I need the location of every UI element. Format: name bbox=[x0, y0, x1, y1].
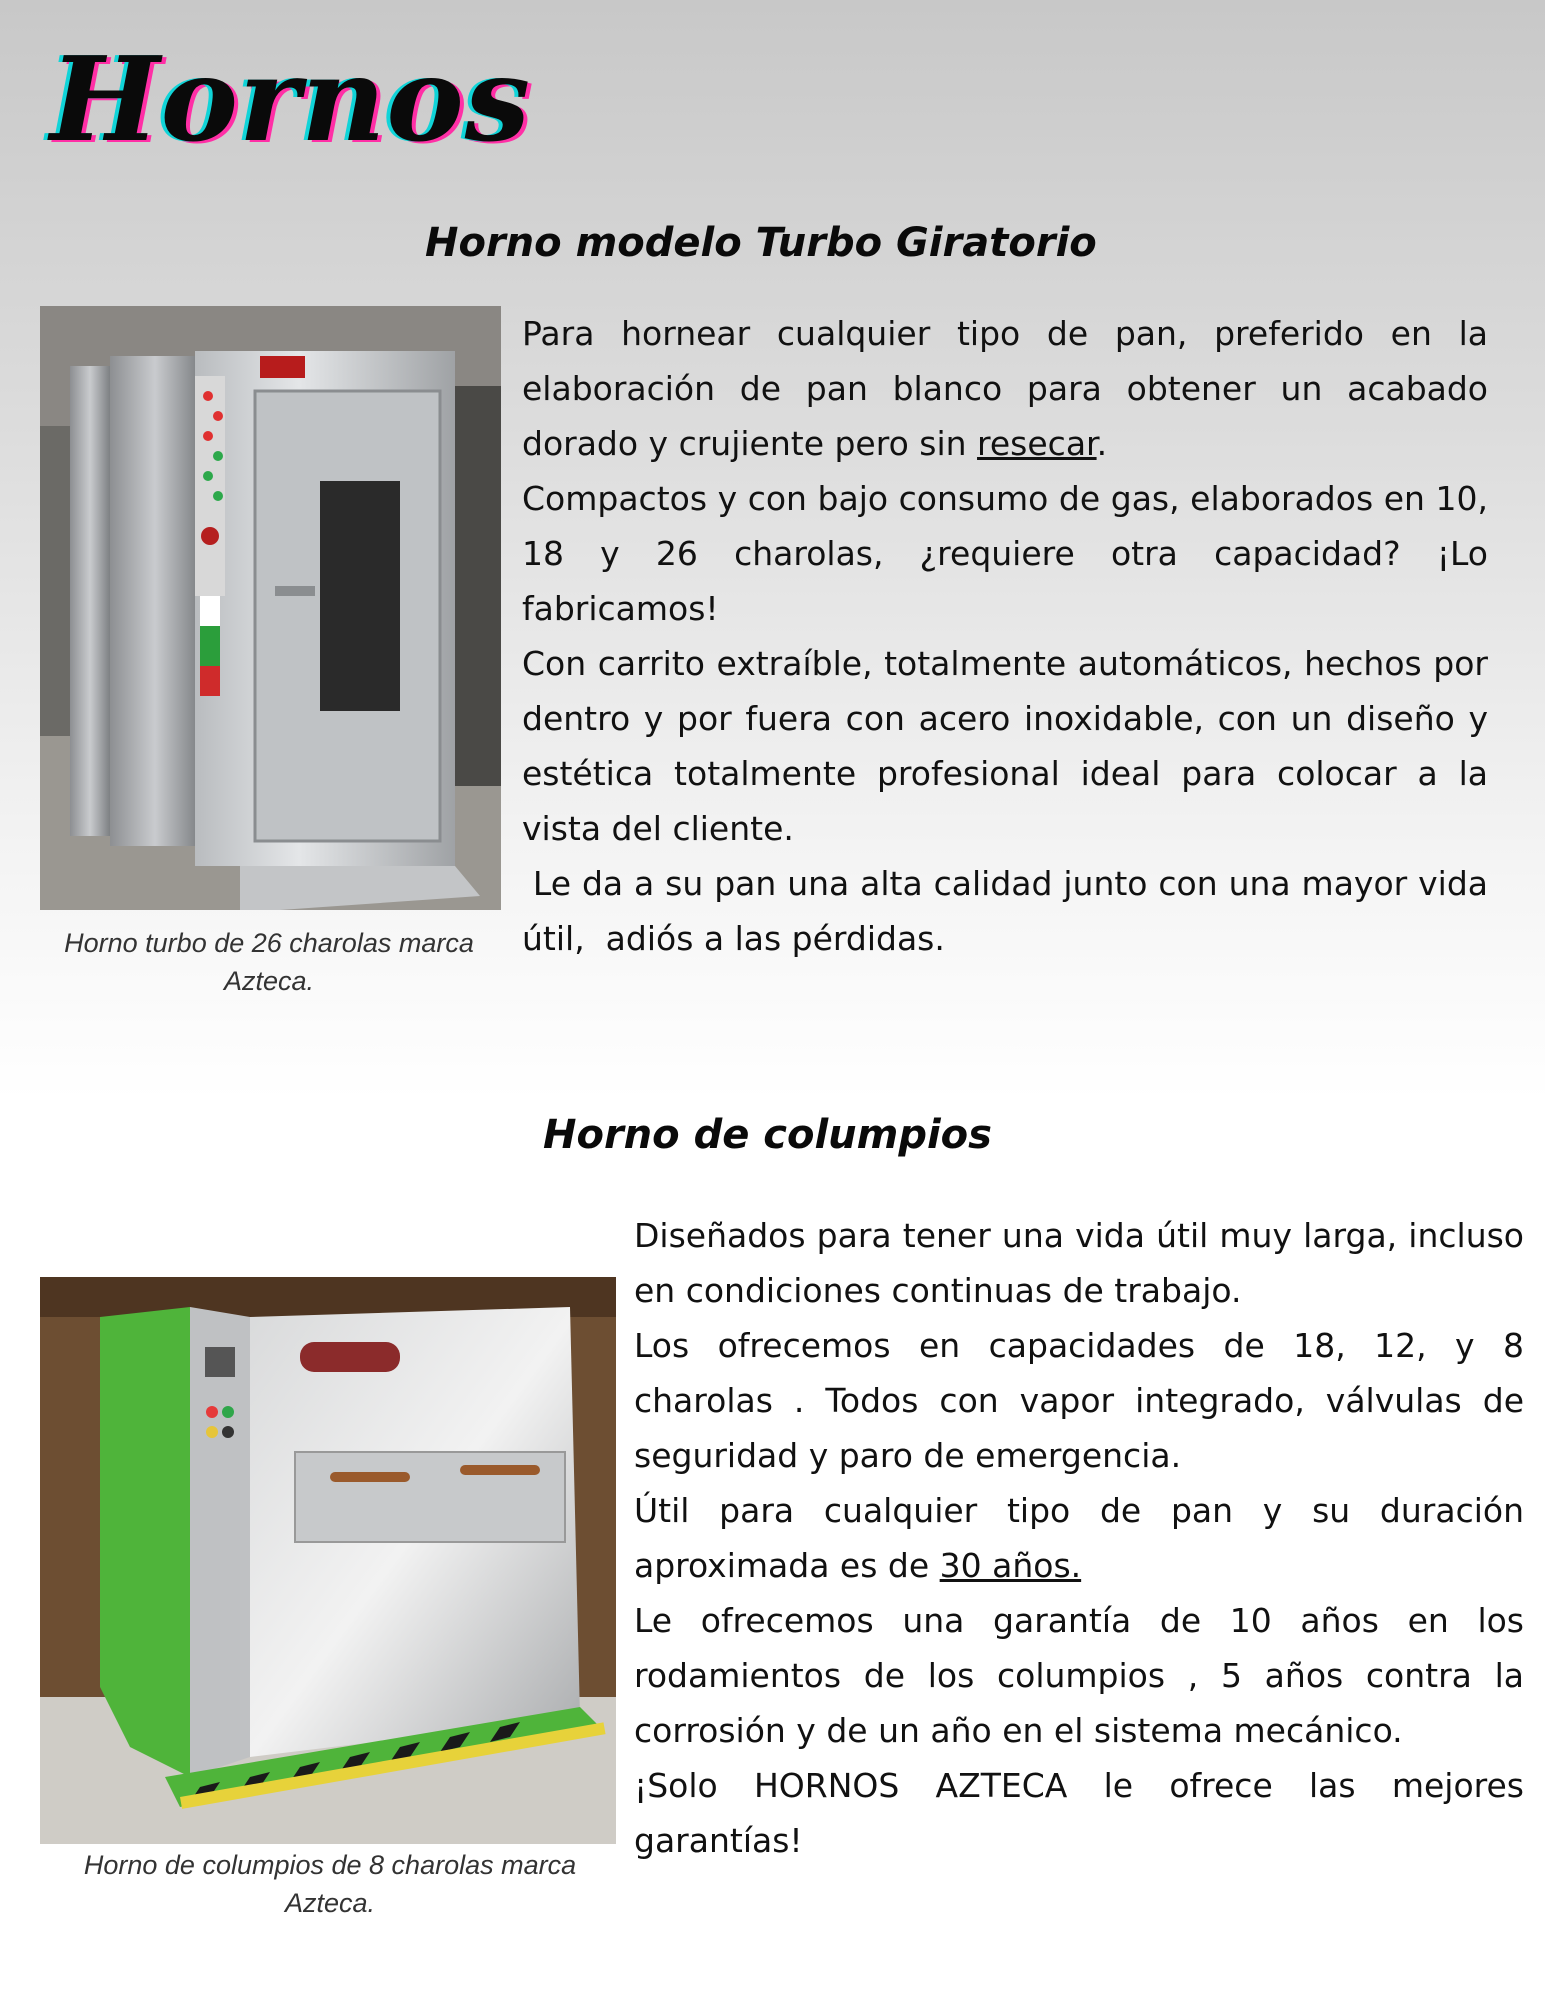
columpios-oven-photo bbox=[40, 1277, 616, 1844]
turbo-paragraph-3: Con carrito extraíble, totalmente automáticos, hechos por dentro y por fuera con acero inoxidable, con un diseño y estética totalmente profesional ideal para colocar a la vista del cliente. bbox=[522, 644, 1488, 848]
turbo-paragraph-1: Para hornear cualquier tipo de pan, preferido en la elaboración de pan blanco para obtener un acabado dorado y crujiente pero sin resecar. bbox=[522, 314, 1488, 463]
turbo-photo-caption: Horno turbo de 26 charolas marca Azteca. bbox=[64, 928, 474, 996]
columpios-paragraph-4: Le ofrecemos una garantía de 10 años en los rodamientos de los columpios , 5 años contra la corrosión y de un año en el sistema mecánico. bbox=[634, 1601, 1524, 1750]
underlined-duration: 30 años. bbox=[939, 1546, 1082, 1585]
turbo-oven-photo bbox=[40, 306, 501, 910]
columpios-paragraph-5: ¡Solo HORNOS AZTECA le ofrece las mejores garantías! bbox=[634, 1766, 1524, 1860]
turbo-description bbox=[522, 306, 1499, 966]
turbo-paragraph-2: Compactos y con bajo consumo de gas, elaborados en 10, 18 y 26 charolas, ¿requiere otra capacidad? ¡Lo fabricamos! bbox=[522, 479, 1488, 628]
underlined-word: resecar bbox=[977, 424, 1097, 463]
columpios-paragraph-2: Los ofrecemos en capacidades de 18, 12, y 8 charolas . Todos con vapor integrado, válvulas de seguridad y paro de emergencia. bbox=[634, 1326, 1524, 1475]
section-heading-columpios: Horno de columpios bbox=[543, 1112, 992, 1158]
columpios-paragraph-1: Diseñados para tener una vida útil muy larga, incluso en condiciones continuas de trabajo. bbox=[634, 1216, 1524, 1310]
columpios-photo-caption: Horno de columpios de 8 charolas marca Azteca. bbox=[83, 1850, 577, 1918]
columpios-description bbox=[634, 1208, 1524, 1868]
columpios-paragraph-3: Útil para cualquier tipo de pan y su duración aproximada es de 30 años. bbox=[634, 1491, 1524, 1585]
page-title: Hornos bbox=[50, 32, 532, 168]
turbo-paragraph-4: Le da a su pan una alta calidad junto con una mayor vida útil, adiós a las pérdidas. bbox=[522, 864, 1499, 958]
section-heading-turbo: Horno modelo Turbo Giratorio bbox=[425, 220, 1097, 266]
